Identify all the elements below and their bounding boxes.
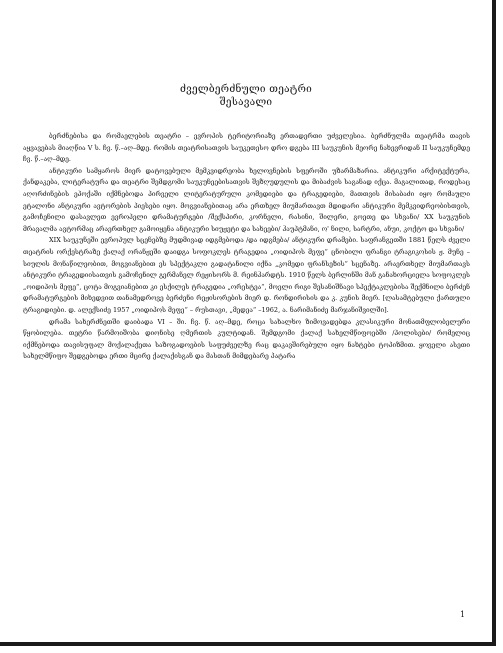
document-title: ძველბერძნული თეატრი bbox=[179, 84, 313, 95]
document-subtitle: შესავალი bbox=[219, 97, 273, 108]
paragraph-3: XIX საუკუნეში ევროპულ სცენებზე მუდმივად იდგმებოდა /და იდგმება/ ანტიკური დრამები. საფრანგეთში 1881 წელს ძველი თეატრის ორქესტრაზე ქალაქ ორანჟეში დაიდგა სოფოკლეს ტრაგედია „ოიდიპოს მეფე“ ცნობილი ფრანგი ტრაგიკოსის ჟ. მუნე – სიულის მონაწილეობით, მოგვიანებით ეს სპექტაკლი გადატანილი იქნა „კომედი ფრანსეზის“ სცენაზე. არაერთხელ მიუმართავს ანტიკური ტრაგედიისათვის გამოჩენილ გერმანელ რეჟისორს მ. რეინჰარდტს. 1910 წელს ბერლინში მან განახორციელა სოფოკლეს „ოიდიპოს მეფე“, ცოტა მოგვიანებით კი ესქილეს ტრაგედია „ორესტეა“, მოელი რიგი შესანიშნავი სპექტაკლებისა შექმნილი ბერძენ დრამატურგების მიხედვით თანამედროვე ბერძენი რეჟისორების მიერ დ. რონდირისის და კ. კუნის მიერ. [ლასამტებული ქართული ტრაგიდიები. დ. ალექსიძე 1957 „ოიდიპოს მეფე“ – რუსთავი, „მედეა“ –1962, ა. ნარიმანიძე მარჯანიშვილში]. bbox=[23, 236, 470, 314]
document-body bbox=[23, 131, 470, 363]
paragraph-1: ბერძნებისა და რომაელების თეატრი – ევროპის ტერიტორიაზე ერთადერთი უძველესია. ბერძნულმა თეატრმა თავის აყვავებას მიაღწია V ს. ჩვ. წ.–აღ–მდე. რომის თეატრისათვის საუკეთესო დრო დგება III საუკუნის მეორე ნახევრიდან II საუკუნემდე ჩვ. წ.–აღ–მდე. bbox=[23, 132, 470, 164]
paragraph-4: დრამა სახერძნეთში დაიბადა VI – ში. ჩვ. წ. აღ–მდე, როცა სახალხო ზიმოვადებდა კლასიკური მონათმფლობელური წყობილება. თეტრი წარმოიშობა დიონისე ღმერთის კულტიდან. შემდგომი ქალაქ სახელმწიფოებში /პოლისები/ რომელიც იქმნებოდა თავისუფალ მოქალაქეთა საზოგადოების საფუძველზე რაც დაკავშირებული იყო ნახტები ტოპიზმით. ყოველი ასეთი სახელმწიფო შედგებოდა ერთი მცირე ქალაქისგან და მასთან მიმდებარე პატარა bbox=[23, 317, 470, 361]
paragraph-2: ანტიკური სამყაროს მიერ დატოვებული მემკვიდრეობა ხელოვნების სფეროში უზარმაზარია. ანტიკური არქიტექტურა, ქანდაკება, ლიტერატურა და თეატრი შემდგომი საუკუნეებისათვის შეზღუდულის და მიბაძვის საგანად იქცა. მაგალითად, როდესაც აღორძინების ეპოქაში იქმნებოდა პირველი ლიტერატურული კომედიები და ტრაგედიები, მათთვის მისაბაძი იყო რომაული ეტალონი ანტიკური ავტორების პიესები იყო. მოგვიანებითაც არა ერთხელ მიუმართავთ მდიდარი ანტიკური მემკვიდრეობისთვის, გამოჩენილი დასავლეთ ევროპელი დრამატურგები /შექსპირი, კორნელი, რასინი, შილერი, გოეთე და სხვანი/ XX საუკუნის მრავალმა ავტორმაც არაერთხელ გამოიყენა ანტიკური სიუჟეტი და სახეები/ ჰაუპტმანი, ო' ნილი, სარტრი, ანუი, კოქტო და სხვანი/ bbox=[23, 166, 470, 233]
page-number: 1 bbox=[460, 610, 466, 619]
